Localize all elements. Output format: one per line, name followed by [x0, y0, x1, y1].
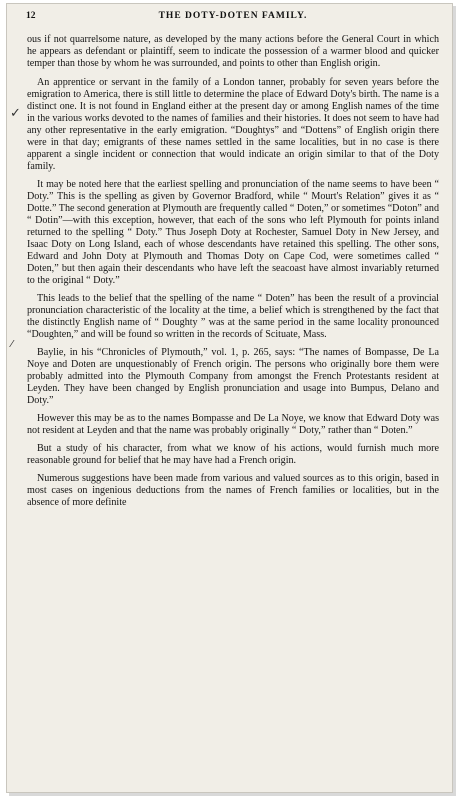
paragraph: Baylie, in his “Chronicles of Plymouth,” vol. 1, p. 265, says: “The names of Bompasse, De La Noye and Doten are unquestionably of French origin. The persons who originally bore them were probably admitted into the Plymouth Company from amongst the French Protestants resident at Leyden. They have been changed by English pronunciation and usage into Bumpus, Delano and Doty.”	[27, 347, 439, 406]
paragraph: Numerous suggestions have been made from various and valued sources as to this origin, based in most cases on ingenious deductions from the names of French families or localities, but in the absence of more definite	[27, 473, 439, 508]
page-number: 12	[26, 11, 36, 21]
paragraph: However this may be as to the names Bompasse and De La Noye, we know that Edward Doty was not resident at Leyden and that the name was probably originally “ Doty,” rather than “ Doten.”	[27, 413, 439, 436]
paragraph: ous if not quarrelsome nature, as developed by the many actions before the General Court in which he appears as defendant or plaintiff, seem to indicate the possession of a warmer blood and quicker temper than those by whom he was surrounded, and points to other than English origin.	[27, 34, 439, 69]
margin-tick-icon: ⁄	[11, 339, 13, 350]
page-body	[27, 34, 439, 515]
check-mark-icon: ✓	[10, 106, 21, 121]
paragraph: It may be noted here that the earliest spelling and pronunciation of the name seems to have been “ Doty.” This is the spelling as given by Governor Bradford, while “ Mourt's Relation” gives it as “ Dotte.” The second generation at Plymouth are frequently called “ Doten,” or sometimes “Doton” and “ Dotin”—with this exception, however, that each of the sons who left Plymouth for points inland returned to the spelling “ Doty.” Thus Joseph Doty at Rochester, Samuel Doty in New Jersey, and Isaac Doty on Long Island, each of whose descendants have retained this spelling. The other sons, Edward and John Doty at Plymouth and Thomas Doty on Cape Cod, were sometimes called “ Doten,” but then again their descendants who have left the seacoast have almost invariably returned to the original “ Doty.”	[27, 179, 439, 286]
paragraph: But a study of his character, from what we know of his actions, would furnish much more reasonable ground for belief that he may have had a French origin.	[27, 443, 439, 466]
page-header	[26, 11, 440, 25]
running-title: THE DOTY-DOTEN FAMILY.	[158, 11, 308, 21]
paragraph: This leads to the belief that the spelling of the name “ Doten” has been the result of a provincial pronunciation characteristic of the locality at the time, a belief which is strengthened by the fact that the distinctly English name of “ Doughty ” was at the same period in the same locality pronounced “Doughten,” and will be found so written in the records of Scituate, Mass.	[27, 293, 439, 340]
paragraph: An apprentice or servant in the family of a London tanner, probably for seven years before the emigration to America, there is still little to determine the place of Edward Doty's birth. The name is a distinct one. It is not found in England either at the present day or among English names of the time in the various works devoted to the names of families and their histories. It does not seem to have had any other representative in the early emigration. “Doughtys” and “Dottens” of English origin there were in that day; emigrants of these names settled in the same localities, but in no case is there apparent a single incident or connection that would indicate an origin similar to that of the Doty family.	[27, 77, 439, 172]
